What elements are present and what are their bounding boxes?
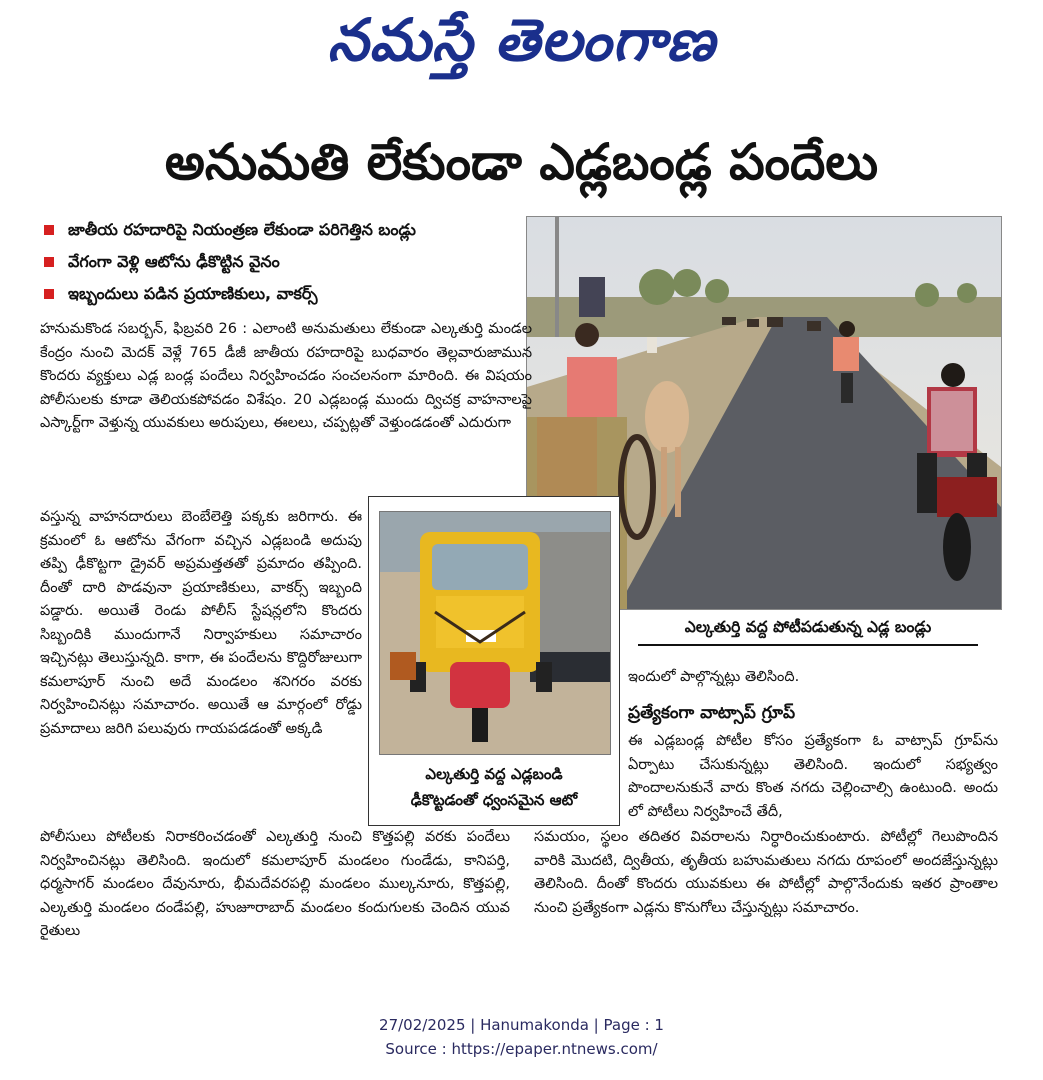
auto-caption-line: ఢీకొట్టడంతో ధ్వంసమైన ఆటో xyxy=(410,791,578,809)
article-body-left-bottom xyxy=(40,826,510,944)
highlight-bullets xyxy=(40,214,520,310)
article-paragraph: ఇందులో పాల్గొన్నట్లు తెలిసింది. xyxy=(628,669,800,685)
article-body-right-a xyxy=(628,730,998,824)
damaged-auto-inset xyxy=(368,496,620,826)
newspaper-masthead: నమస్తే తెలంగాణ xyxy=(327,6,716,74)
auto-photo-caption xyxy=(377,761,611,813)
article-paragraph: హనుమకొండ సబర్బన్, ఫిబ్రవరి 26 : ఎలాంటి అనుమతులు లేకుండా ఎల్కతుర్తి మండల కేంద్రం నుంచి మెదక్ వెళ్లే 765 డీజీ జాతీయ రహదారిపై బుధవారం తెల్లవారుజామున కొందరు వ్యక్తులు ఎడ్ల బండ్ల పందేలు నిర్వహించడం సంచలనంగా మారింది. ఈ విషయం పోలీసులకు కూడా తెలియకపోవడం విశేషం. 20 ఎడ్లబండ్ల ముందు ద్విచక్ర వాహనాలపై ఎస్కార్ట్‌గా వెళ్తున్న యువకులు అరుపులు, ఈలలు, చప్పట్లతో వెళ్తుండడంతో ఎదురుగా xyxy=(40,321,532,431)
auto-caption-line: ఎల్కతుర్తి వద్ద ఎడ్లబండి xyxy=(425,765,563,783)
article-subheading: ప్రత్యేకంగా వాట్సాప్ గ్రూప్ xyxy=(628,703,796,723)
article-headline: అనుమతి లేకుండా ఎడ్లబండ్ల పందేలు xyxy=(164,133,879,191)
article-paragraph: సమయం, స్థలం తదితర వివరాలను నిర్ధారించుకుంటారు. పోటీల్లో గెలుపొందిన వారికి మొదటి, ద్వితీయ, తృతీయ బహుమతులు నగదు రూపంలో అందజేస్తున్నట్లు తెలిసింది. దీంతో కొందరు యువకులు ఈ పోటీల్లో పాల్గొనేందుకు ఇతర ప్రాంతాల నుంచి ప్రత్యేకంగా ఎడ్లను కొనుగోలు చేస్తున్నట్లు సమాచారం. xyxy=(534,829,998,916)
article-body-left-top xyxy=(40,318,532,436)
article-body-right-b xyxy=(534,826,998,920)
article-paragraph: ఈ ఎడ్లబండ్ల పోటీల కోసం ప్రత్యేకంగా ఓ వాట్సాప్ గ్రూప్‌ను ఏర్పాటు చేసుకున్నట్లు తెలిసింది. ఇందులో సభ్యత్వం పొందాలనుకునే వారు కొంత నగదు చెల్లించాల్సి ఉంటుంది. అందు లో పోటీలు నిర్వహించే తేదీ, xyxy=(628,733,998,820)
bullet-item: జాతీయ రహదారిపై నియంత్రణ లేకుండా పరిగెత్తిన బండ్లు xyxy=(40,214,520,246)
source-link[interactable]: Source : https://epaper.ntnews.com/ xyxy=(385,1040,658,1058)
edition-info: 27/02/2025 | Hanumakonda | Page : 1 xyxy=(379,1016,664,1034)
bullet-item: వేగంగా వెళ్లి ఆటోను ఢీకొట్టిన వైనం xyxy=(40,246,520,278)
bullet-item: ఇబ్బందులు పడిన ప్రయాణికులు, వాకర్స్ xyxy=(40,278,520,310)
damaged-auto-photo xyxy=(379,511,611,755)
article-paragraph: పోలీసులు పోటీలకు నిరాకరించడంతో ఎల్కతుర్తి నుంచి కొత్తపల్లి వరకు పందేలు నిర్వహించినట్లు తెలిసింది. ఇందులో కమలాపూర్ మండలం గుండేడు, కానిపర్తి, ధర్మసాగర్ మండలం దేవునూరు, భీమదేవరపల్లి మండలం ముల్కనూరు, కొత్తపల్లి, ఎల్కతుర్తి మండలం దండేపల్లి, హుజూరాబాద్ మండలం కందుగులకు చెందిన యువ రైతులు xyxy=(40,829,510,939)
article-body-right-top xyxy=(628,666,998,690)
main-photo-caption: ఎల్కతుర్తి వద్ద పోటీపడుతున్న ఎడ్ల బండ్లు xyxy=(638,614,978,646)
article-paragraph: వస్తున్న వాహనదారులు బెంబేలెత్తి పక్కకు జరిగారు. ఈ క్రమంలో ఓ ఆటోను వేగంగా వచ్చిన ఎడ్లబండి అదుపు తప్పి ఢీకొట్టగా డ్రైవర్ అప్రమత్తతతో ప్రమాదం తప్పింది. దీంతో దారి పొడవునా ప్రయాణికులు, వాకర్స్ ఇబ్బంది పడ్డారు. అయితే రెండు పోలీస్ స్టేషన్లలోని కొందరు సిబ్బందికి ముందుగానే నిర్వాహకులు సమాచారం ఇచ్చినట్లు తెలుస్తున్నది. కాగా, ఈ పందేలను కొద్దిరోజులుగా కమలాపూర్ నుంచి అదే మండలం శనిగరం వరకు నిర్వహించినట్లు సమాచారం. అయితే ఆ మార్గంలో రోడ్డు ప్రమాదాలు జరిగి పలువురు గాయపడడంతో అక్కడి xyxy=(40,509,362,737)
article-body-left-narrow xyxy=(40,506,362,741)
